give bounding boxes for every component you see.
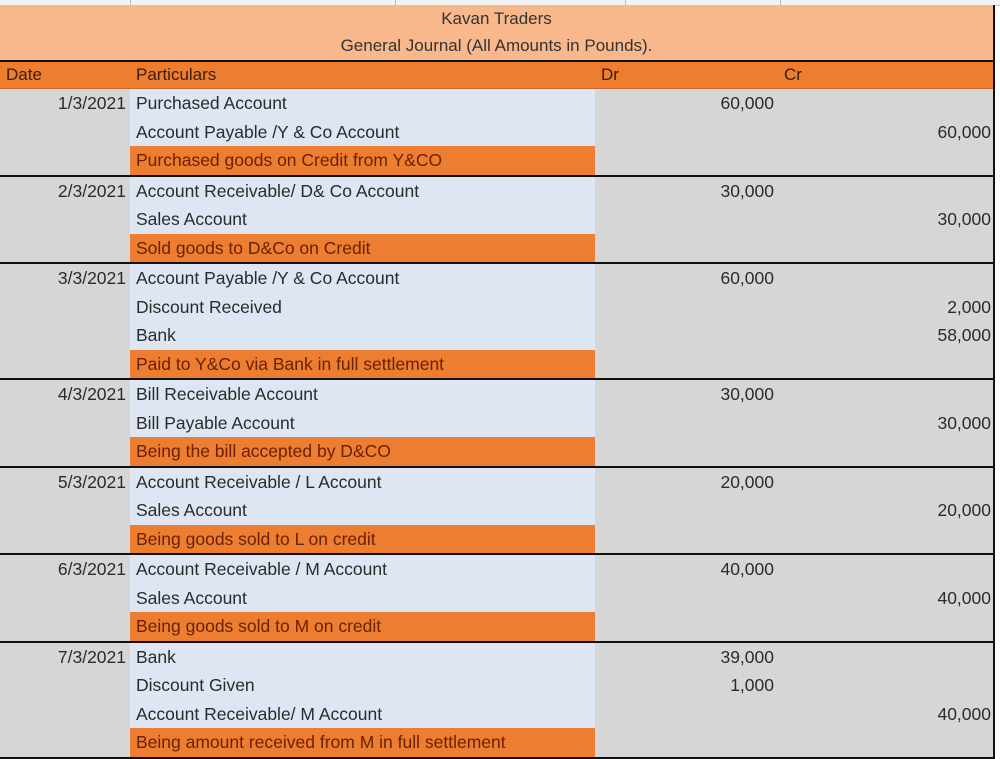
header-row: [0, 62, 993, 89]
particular-cell[interactable]: Bank: [130, 643, 595, 672]
table-row: [0, 671, 993, 700]
date-cell[interactable]: [0, 612, 130, 641]
header-cr[interactable]: Cr: [784, 65, 802, 84]
header-dr[interactable]: Dr: [601, 65, 619, 84]
journal-entry: [0, 468, 993, 556]
dr-cell[interactable]: [595, 146, 780, 175]
dr-cell[interactable]: 30,000: [595, 177, 780, 206]
header-particulars[interactable]: Particulars: [136, 65, 217, 84]
date-cell[interactable]: 2/3/2021: [0, 177, 130, 206]
particular-cell[interactable]: Bill Payable Account: [130, 409, 595, 438]
cr-cell[interactable]: [780, 177, 993, 206]
dr-cell[interactable]: 39,000: [595, 643, 780, 672]
journal-entry: [0, 643, 993, 759]
date-cell[interactable]: [0, 525, 130, 554]
date-cell[interactable]: [0, 409, 130, 438]
date-cell[interactable]: [0, 118, 130, 147]
title-block: [0, 5, 993, 62]
cr-cell[interactable]: [780, 437, 993, 466]
dr-cell[interactable]: [595, 409, 780, 438]
cr-cell[interactable]: [780, 671, 993, 700]
dr-cell[interactable]: 30,000: [595, 380, 780, 409]
dr-cell[interactable]: [595, 205, 780, 234]
cr-cell[interactable]: [780, 146, 993, 175]
particular-cell[interactable]: Sales Account: [130, 496, 595, 525]
journal-entry: [0, 264, 993, 380]
table-row: [0, 555, 993, 584]
date-cell[interactable]: [0, 205, 130, 234]
cr-cell[interactable]: 30,000: [780, 205, 993, 234]
company-title: Kavan Traders: [441, 9, 552, 28]
dr-cell[interactable]: [595, 584, 780, 613]
journal-sheet: [0, 5, 995, 759]
table-row: [0, 380, 993, 409]
dr-cell[interactable]: 40,000: [595, 555, 780, 584]
date-cell[interactable]: [0, 496, 130, 525]
table-row: [0, 89, 993, 118]
table-row: [0, 205, 993, 234]
table-row: [0, 496, 993, 525]
cr-cell[interactable]: [780, 89, 993, 118]
particular-cell[interactable]: Purchased Account: [130, 89, 595, 118]
narration-cell[interactable]: Purchased goods on Credit from Y&CO: [130, 146, 595, 175]
narration-row: [0, 612, 993, 641]
particular-cell[interactable]: Discount Given: [130, 671, 595, 700]
particular-cell[interactable]: Discount Received: [130, 293, 595, 322]
dr-cell[interactable]: [595, 118, 780, 147]
table-row: [0, 468, 993, 497]
cr-cell[interactable]: 40,000: [780, 584, 993, 613]
narration-cell[interactable]: Being goods sold to L on credit: [130, 525, 595, 554]
narration-row: [0, 350, 993, 379]
date-cell[interactable]: [0, 700, 130, 729]
cr-cell[interactable]: [780, 643, 993, 672]
cr-cell[interactable]: 40,000: [780, 700, 993, 729]
dr-cell[interactable]: 1,000: [595, 671, 780, 700]
particular-cell[interactable]: Sales Account: [130, 205, 595, 234]
dr-cell[interactable]: [595, 700, 780, 729]
table-row: [0, 118, 993, 147]
dr-cell[interactable]: [595, 293, 780, 322]
cr-cell[interactable]: [780, 350, 993, 379]
narration-row: [0, 525, 993, 554]
date-cell[interactable]: [0, 146, 130, 175]
date-cell[interactable]: [0, 437, 130, 466]
dr-cell[interactable]: [595, 612, 780, 641]
cr-cell[interactable]: [780, 234, 993, 263]
date-cell[interactable]: 6/3/2021: [0, 555, 130, 584]
journal-entry: [0, 380, 993, 468]
narration-row: [0, 146, 993, 175]
date-cell[interactable]: 4/3/2021: [0, 380, 130, 409]
particular-cell[interactable]: Bank: [130, 321, 595, 350]
date-cell[interactable]: [0, 321, 130, 350]
journal-entry: [0, 89, 993, 177]
cr-cell[interactable]: 60,000: [780, 118, 993, 147]
cr-cell[interactable]: [780, 555, 993, 584]
dr-cell[interactable]: 60,000: [595, 89, 780, 118]
header-date[interactable]: Date: [6, 65, 42, 84]
date-cell[interactable]: 1/3/2021: [0, 89, 130, 118]
particular-cell[interactable]: Account Receivable / M Account: [130, 555, 595, 584]
journal-entry: [0, 177, 993, 265]
table-row: [0, 700, 993, 729]
dr-cell[interactable]: [595, 496, 780, 525]
particular-cell[interactable]: Account Receivable/ M Account: [130, 700, 595, 729]
journal-entries: [0, 89, 993, 759]
journal-subtitle: General Journal (All Amounts in Pounds).: [340, 36, 653, 55]
cr-cell[interactable]: [780, 525, 993, 554]
table-row: [0, 264, 993, 293]
narration-cell[interactable]: Being goods sold to M on credit: [130, 612, 595, 641]
table-row: [0, 177, 993, 206]
date-cell[interactable]: [0, 728, 130, 757]
dr-cell[interactable]: [595, 728, 780, 757]
date-cell[interactable]: [0, 671, 130, 700]
dr-cell[interactable]: 60,000: [595, 264, 780, 293]
particular-cell[interactable]: Bill Receivable Account: [130, 380, 595, 409]
cr-cell[interactable]: 2,000: [780, 293, 993, 322]
cr-cell[interactable]: [780, 728, 993, 757]
table-row: [0, 321, 993, 350]
cr-cell[interactable]: [780, 264, 993, 293]
narration-cell[interactable]: Being the bill accepted by D&CO: [130, 437, 595, 466]
narration-cell[interactable]: Paid to Y&Co via Bank in full settlement: [130, 350, 595, 379]
cr-cell[interactable]: 30,000: [780, 409, 993, 438]
date-cell[interactable]: 3/3/2021: [0, 264, 130, 293]
narration-row: [0, 234, 993, 263]
date-cell[interactable]: [0, 234, 130, 263]
table-row: [0, 643, 993, 672]
narration-row: [0, 437, 993, 466]
cr-cell[interactable]: 20,000: [780, 496, 993, 525]
date-cell[interactable]: [0, 293, 130, 322]
date-cell[interactable]: [0, 584, 130, 613]
dr-cell[interactable]: [595, 350, 780, 379]
dr-cell[interactable]: [595, 437, 780, 466]
dr-cell[interactable]: [595, 525, 780, 554]
date-cell[interactable]: 5/3/2021: [0, 468, 130, 497]
narration-row: [0, 728, 993, 757]
table-row: [0, 409, 993, 438]
particular-cell[interactable]: Account Receivable/ D& Co Account: [130, 177, 595, 206]
dr-cell[interactable]: [595, 321, 780, 350]
narration-cell[interactable]: Being amount received from M in full settlement: [130, 728, 595, 757]
date-cell[interactable]: 7/3/2021: [0, 643, 130, 672]
cr-cell[interactable]: [780, 612, 993, 641]
narration-cell[interactable]: Sold goods to D&Co on Credit: [130, 234, 595, 263]
journal-entry: [0, 555, 993, 643]
table-row: [0, 293, 993, 322]
particular-cell[interactable]: Account Payable /Y & Co Account: [130, 118, 595, 147]
dr-cell[interactable]: [595, 234, 780, 263]
cr-cell[interactable]: [780, 380, 993, 409]
particular-cell[interactable]: Sales Account: [130, 584, 595, 613]
cr-cell[interactable]: [780, 468, 993, 497]
date-cell[interactable]: [0, 350, 130, 379]
particular-cell[interactable]: Account Payable /Y & Co Account: [130, 264, 595, 293]
table-row: [0, 584, 993, 613]
dr-cell[interactable]: 20,000: [595, 468, 780, 497]
particular-cell[interactable]: Account Receivable / L Account: [130, 468, 595, 497]
cr-cell[interactable]: 58,000: [780, 321, 993, 350]
